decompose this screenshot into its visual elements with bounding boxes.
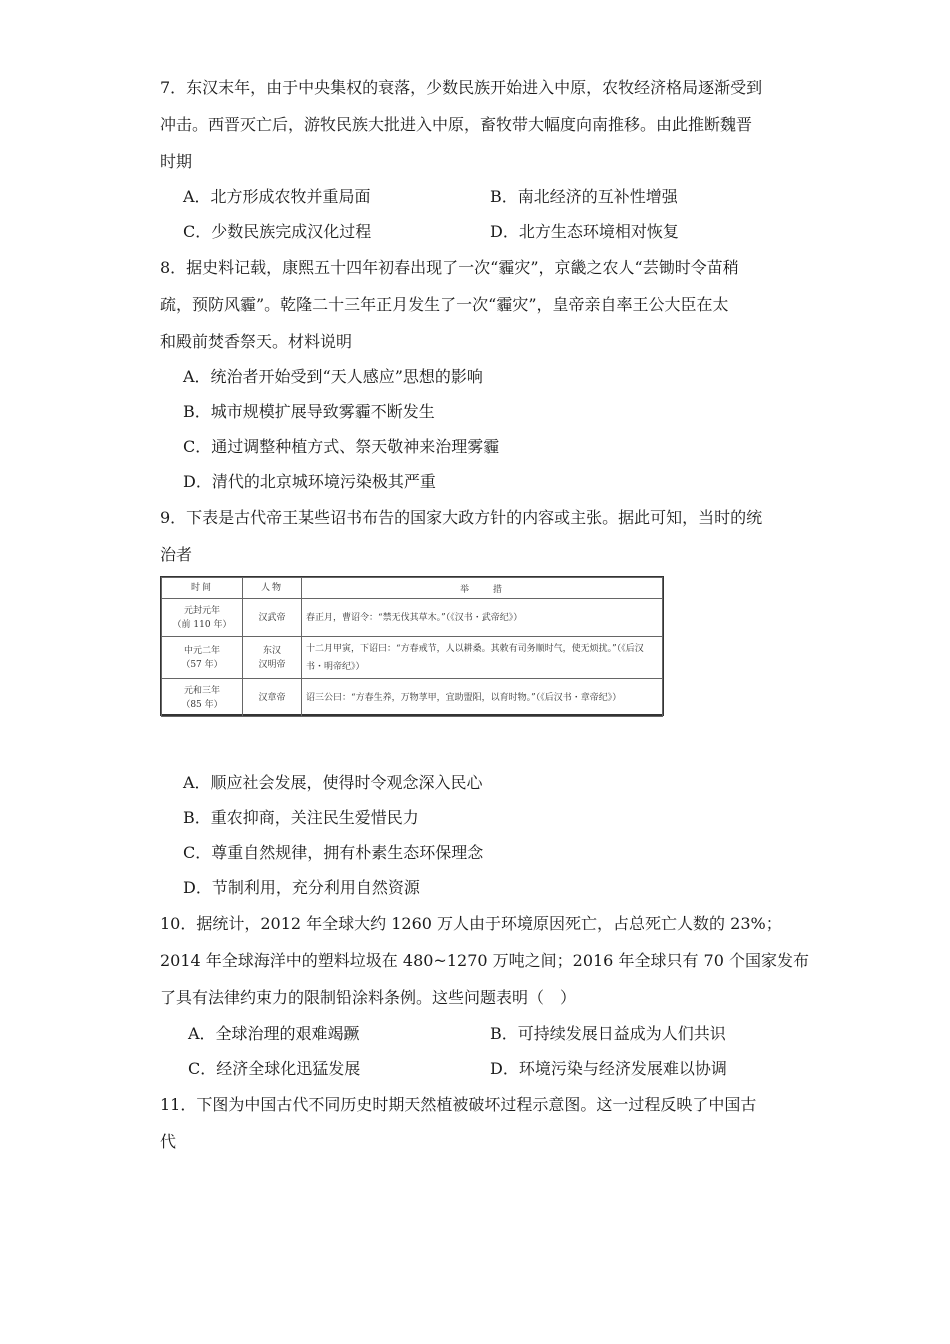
q8-option-d: D．清代的北京城环境污染极其严重 [183, 472, 436, 491]
table-cell-time [162, 599, 243, 637]
q9-option-c: C．尊重自然规律，拥有朴素生态环保理念 [183, 843, 484, 862]
table-cell-measure: 春正月，曹诏令：“禁无伐其草木。”（《汉书・武帝纪》） [302, 599, 663, 637]
table-row [162, 637, 663, 679]
q10-stem-line-1: 10．据统计，2012 年全球大约 1260 万人由于环境原因死亡，占总死亡人数的 23%； [160, 914, 782, 933]
person-line: 东汉 [262, 645, 281, 656]
q9-stem-line-2: 治者 [160, 545, 193, 564]
table-row [162, 679, 663, 717]
q7-stem-line-1: 7．东汉末年，由于中央集权的衰落，少数民族开始进入中原，农牧经济格局逐渐受到 [160, 78, 763, 97]
q7-option-d: D．北方生态环境相对恢复 [490, 222, 679, 241]
q7-option-c: C．少数民族完成汉化过程 [183, 222, 372, 241]
person-line: 汉章帝 [258, 692, 286, 703]
time-line: （85 年） [181, 699, 223, 710]
time-line: （57 年） [181, 659, 223, 670]
table-cell-person [243, 679, 302, 717]
table-header-row [162, 578, 663, 599]
table-cell-measure: 十二月甲寅，下诏曰：“方春戒节，人以耕桑。其敕有司务顺时气，使无烦扰。”（《后汉书・明帝纪》） [302, 637, 663, 679]
table-cell-time [162, 637, 243, 679]
q8-option-c: C．通过调整种植方式、祭天敬神来治理雾霾 [183, 437, 500, 456]
time-line: 中元二年 [183, 645, 220, 656]
table-header-time: 时间 [162, 578, 243, 599]
q9-edict-table [160, 576, 664, 716]
table-header-person: 人物 [243, 578, 302, 599]
time-line: （前 110 年） [172, 619, 232, 630]
table-cell-person [243, 599, 302, 637]
table-cell-measure: 诏三公曰：“方春生养，万物莩甲，宜助盟阳，以育时物。”（《后汉书・章帝纪》） [302, 679, 663, 717]
q9-stem-line-1: 9．下表是古代帝王某些诏书布告的国家大政方针的内容或主张。据此可知，当时的统 [160, 508, 763, 527]
person-line: 汉武帝 [258, 612, 286, 623]
q10-stem-line-3: 了具有法律约束力的限制铅涂料条例。这些问题表明（ ） [160, 988, 577, 1007]
q11-stem-line-1: 11．下图为中国古代不同历史时期天然植被破坏过程示意图。这一过程反映了中国古 [160, 1095, 757, 1114]
q9-option-d: D．节制利用，充分利用自然资源 [183, 878, 420, 897]
person-line: 汉明帝 [258, 659, 286, 670]
q9-option-b: B．重农抑商，关注民生爱惜民力 [183, 808, 419, 827]
q8-stem-line-2: 疏，预防风霾”。乾隆二十三年正月发生了一次“霾灾”，皇帝亲自率王公大臣在太 [160, 295, 729, 314]
q10-option-b: B．可持续发展日益成为人们共识 [490, 1024, 726, 1043]
q9-option-a: A．顺应社会发展，使得时令观念深入民心 [183, 773, 483, 792]
table-cell-time [162, 679, 243, 717]
q10-option-d: D．环境污染与经济发展难以协调 [490, 1059, 727, 1078]
table-row [162, 599, 663, 637]
q10-option-c: C．经济全球化迅猛发展 [188, 1059, 361, 1078]
q7-option-b: B．南北经济的互补性增强 [490, 187, 678, 206]
q8-stem-line-1: 8．据史料记载，康熙五十四年初春出现了一次“霾灾”，京畿之农人“芸锄时令苗稍 [160, 258, 739, 277]
q10-stem-line-2: 2014 年全球海洋中的塑料垃圾在 480~1270 万吨之间；2016 年全球只有 70 个国家发布 [160, 951, 809, 970]
q11-stem-line-2: 代 [160, 1132, 177, 1151]
time-line: 元和三年 [183, 685, 220, 696]
q8-option-b: B．城市规模扩展导致雾霾不断发生 [183, 402, 435, 421]
time-line: 元封元年 [183, 605, 220, 616]
q10-option-a: A．全球治理的艰难竭蹶 [188, 1024, 360, 1043]
q8-stem-line-3: 和殿前焚香祭天。材料说明 [160, 332, 353, 351]
q7-stem-line-3: 时期 [160, 152, 193, 171]
q7-stem-line-2: 冲击。西晋灭亡后，游牧民族大批进入中原，畜牧带大幅度向南推移。由此推断魏晋 [160, 115, 753, 134]
table-cell-person [243, 637, 302, 679]
q7-option-a: A．北方形成农牧并重局面 [183, 187, 371, 206]
table-header-measure: 举 措 [302, 578, 663, 599]
q8-option-a: A．统治者开始受到“天人感应”思想的影响 [183, 367, 483, 386]
